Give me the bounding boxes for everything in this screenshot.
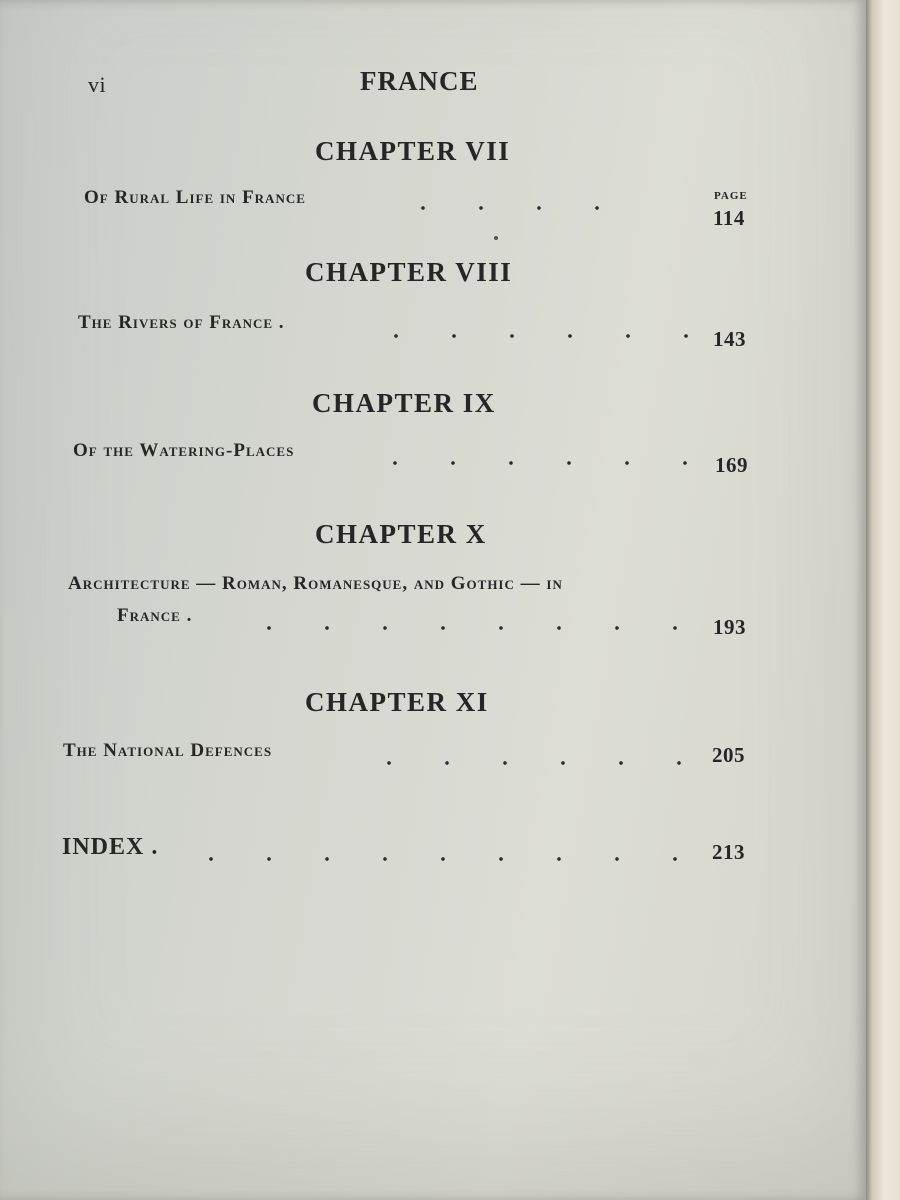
index-entry-title: INDEX . [62,834,159,860]
toc-entry-title: Of the Watering-Places [73,440,295,461]
chapter-heading: CHAPTER IX [312,388,496,418]
toc-entry-page: 193 [713,615,746,639]
chapter-heading: CHAPTER VII [315,136,511,166]
running-head: FRANCE [360,66,479,96]
dot-leader [367,333,692,339]
index-entry-page: 213 [712,840,745,864]
dot-leader [182,856,692,862]
toc-entry-title: The Rivers of France . [78,312,285,333]
toc-entry-page: 143 [713,327,746,351]
dot-leader [366,460,691,466]
toc-entry-page: 205 [712,743,745,767]
chapter-heading: CHAPTER X [315,519,487,549]
toc-entry-title-line2: France . [117,605,193,626]
toc-entry-title: Of Rural Life in France [84,187,306,208]
dot-leader [394,205,644,211]
chapter-heading: CHAPTER VIII [305,257,513,287]
dot-leader [360,760,690,766]
chapter-heading: CHAPTER XI [305,687,489,717]
dot-leader [240,625,692,631]
book-page-edge [866,0,900,1200]
toc-entry-title-line1: Architecture — Roman, Romanesque, and Gothic — in [68,573,563,594]
toc-entry-page: 169 [715,453,748,477]
page-folio: vi [88,72,107,97]
toc-entry-title: The National Defences [63,740,273,761]
page-column-label: PAGE [714,190,748,202]
paper-speck [494,236,498,240]
toc-entry-page: 114 [713,206,745,230]
